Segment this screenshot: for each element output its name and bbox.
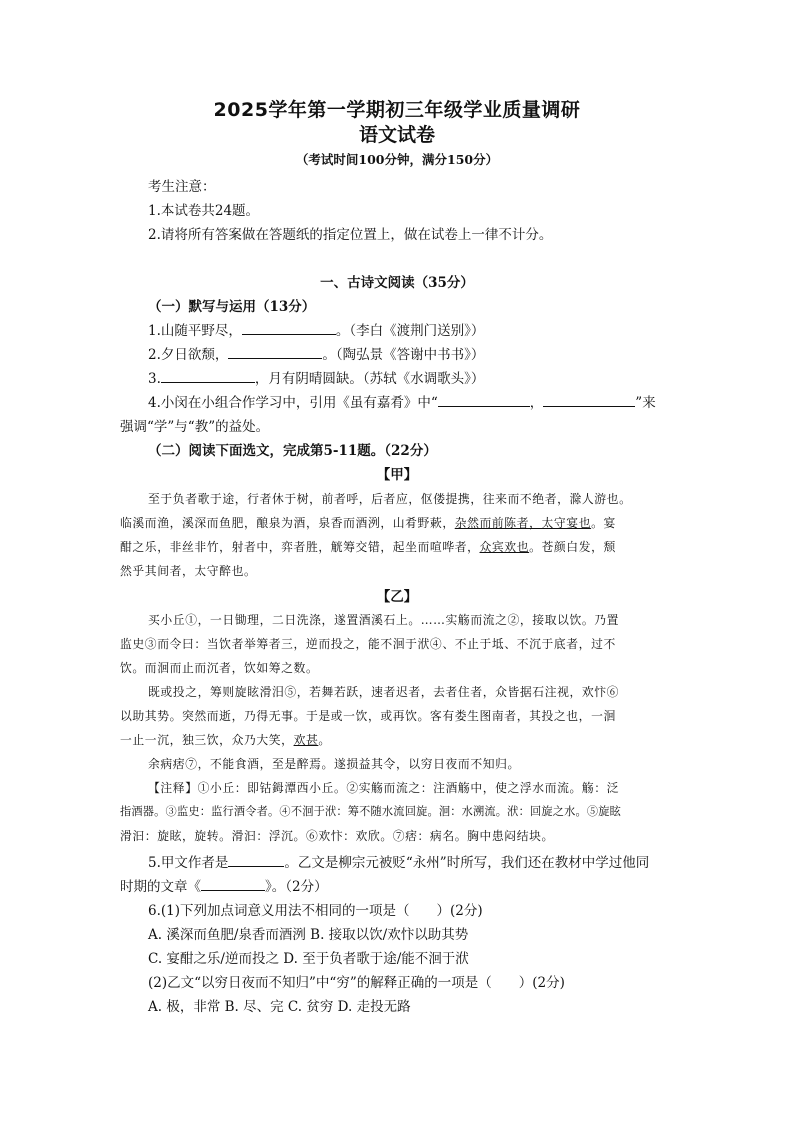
question-2	[148, 343, 484, 363]
q5-text-a: 5.甲文作者是	[148, 855, 229, 871]
jia-l3-text: 酣之乐，非丝非竹，射者中，弈者胜，觥筹交错，起坐而喧哗者，	[120, 540, 480, 554]
passage-yi-line-2: 监史③而令曰：当饮者举筹者三，逆而投之，能不洄于洑④、不止于坻、不沉于底者，过不	[120, 637, 616, 651]
q2-prefix: 2.夕日欲颓，	[148, 347, 229, 363]
passage-yi-line-4: 既或投之，筹则旋眩滑汨⑤，若舞若跃，速者迟者，去者住者，众皆据石注视，欢忭⑥	[148, 685, 620, 699]
question-5	[148, 851, 649, 871]
q4-answer-blank-2[interactable]	[543, 393, 635, 407]
q5-answer-blank-1[interactable]	[228, 853, 284, 867]
yi-l6-text: 一止一沉，独三饮，众乃大笑，	[120, 733, 294, 747]
passage-jia-line-4: 然乎其间者，太守醉也。	[120, 564, 257, 578]
q1-suffix: 。（李白《渡荆门送别》）	[335, 323, 485, 339]
exam-subject: 语文试卷	[358, 124, 435, 146]
jia-l2-text: 临溪而渔，溪深而鱼肥，酿泉为酒，泉香而酒洌，山肴野蔌，	[120, 516, 455, 530]
q5-text-d: 》。（2分）	[265, 879, 328, 895]
question-4-cont: 强调“学”与“教”的益处。	[120, 419, 270, 435]
yi-underlined-phrase: 欢甚	[293, 733, 319, 747]
section1-title: 一、古诗文阅读（35分）	[320, 275, 474, 291]
yi-l6-tail: 。	[318, 733, 331, 747]
q5-text-b: 。乙文是柳宗元被贬“永州”时所写，我们还在教材中学过他同	[284, 855, 650, 871]
passage-yi-line-1: 买小丘①，一日锄理，二日洗涤，遂置酒溪石上。……实觞而流之②，接取以饮。乃置	[148, 613, 620, 627]
question-6-options-ab: A. 溪深而鱼肥/泉香而酒洌 B. 接取以饮/欢忭以助其势	[148, 927, 469, 943]
passage-yi-line-3: 饮。而洄而止而沉者，饮如筹之数。	[120, 661, 319, 675]
annotation-line-1: 【注释】①小丘：即钴鉧潭西小丘。②实觞而流之：注酒觞中，使之浮水而流。觞：泛	[148, 781, 620, 795]
passage-jia-line-1: 至于负者歌于途，行者休于树，前者呼，后者应，伛偻提携，往来而不绝者，滁人游也。	[148, 492, 632, 506]
passage-yi-label: 【乙】	[376, 589, 418, 605]
question-4	[148, 391, 656, 411]
q3-answer-blank[interactable]	[161, 369, 255, 383]
passage-yi-line-7: 余病痞⑦，不能食酒，至是醉焉。遂损益其令，以穷日夜而不知归。	[148, 757, 520, 771]
annotation-line-2: 指酒器。③监史：监行酒令者。④不洄于洑：筹不随水流回旋。洄：水溯流。洑：回旋之水。⑤旋眩	[120, 805, 622, 818]
q5-text-c: 时期的文章《	[120, 879, 201, 895]
q2-suffix: 。（陶弘景《答谢中书书》）	[322, 347, 485, 363]
annotation-line-3: 滑汩：旋眩，旋转。滑汩：浮沉。⑥欢忭：欢欣。⑦痞：病名。胸中患闷结块。	[120, 829, 554, 843]
q2-answer-blank[interactable]	[228, 345, 322, 359]
jia-l2-tail: 。宴	[591, 516, 616, 530]
passage-jia-line-3	[120, 538, 680, 555]
exam-title: 2025学年第一学期初三年级学业质量调研	[213, 99, 581, 121]
q4-text-b: ，	[529, 395, 544, 411]
notice-item-1: 1.本试卷共24题。	[148, 203, 260, 219]
question-1	[148, 319, 484, 339]
notice-item-2: 2.请将所有答案做在答题纸的指定位置上，做在试卷上一律不计分。	[148, 227, 553, 243]
q3-suffix: ，月有阴晴圆缺。（苏轼《水调歌头》）	[254, 371, 485, 387]
jia-underlined-sentence-1: 杂然而前陈者，太守宴也	[454, 516, 592, 530]
passage-jia-label: 【甲】	[376, 467, 418, 483]
part2-title: （二）阅读下面选文，完成第5-11题。（22分）	[148, 443, 437, 459]
question-3	[148, 367, 484, 387]
question-6-2-options: A. 极，非常 B. 尽、完 C. 贫穷 D. 走投无路	[148, 999, 411, 1015]
q1-prefix: 1.山随平野尽，	[148, 323, 242, 339]
jia-l3-tail: 。苍颜白发，颓	[529, 540, 616, 554]
part1-title: （一）默写与运用（13分）	[148, 299, 316, 315]
jia-underlined-sentence-2: 众宾欢也	[479, 540, 530, 554]
passage-yi-line-5: 以助其势。突然而逝，乃得无事。于是或一饮，或再饮。客有娄生图南者，其投之也，一洄	[120, 709, 616, 723]
q1-answer-blank[interactable]	[242, 321, 336, 335]
notice-heading: 考生注意：	[148, 179, 216, 195]
q4-text-c: ”来	[635, 395, 656, 411]
q4-answer-blank-1[interactable]	[438, 393, 530, 407]
passage-jia-line-2	[120, 514, 680, 531]
q4-text-a: 4.小闵在小组合作学习中，引用《虽有嘉肴》中“	[148, 395, 438, 411]
question-6-stem: 6.(1)下列加点词意义用法不相同的一项是（ ）(2分)	[148, 903, 483, 919]
question-5-cont	[120, 875, 680, 895]
passage-yi-line-6	[120, 731, 680, 748]
q5-answer-blank-2[interactable]	[201, 877, 265, 891]
question-6-options-cd: C. 宴酣之乐/逆而投之 D. 至于负者歌于途/能不洄于洑	[148, 951, 469, 967]
question-6-2-stem: (2)乙文“以穷日夜而不知归”中“穷”的解释正确的一项是（ ）(2分)	[148, 975, 565, 991]
exam-duration: （考试时间100分钟，满分150分）	[295, 152, 499, 167]
q3-prefix: 3.	[148, 371, 161, 387]
